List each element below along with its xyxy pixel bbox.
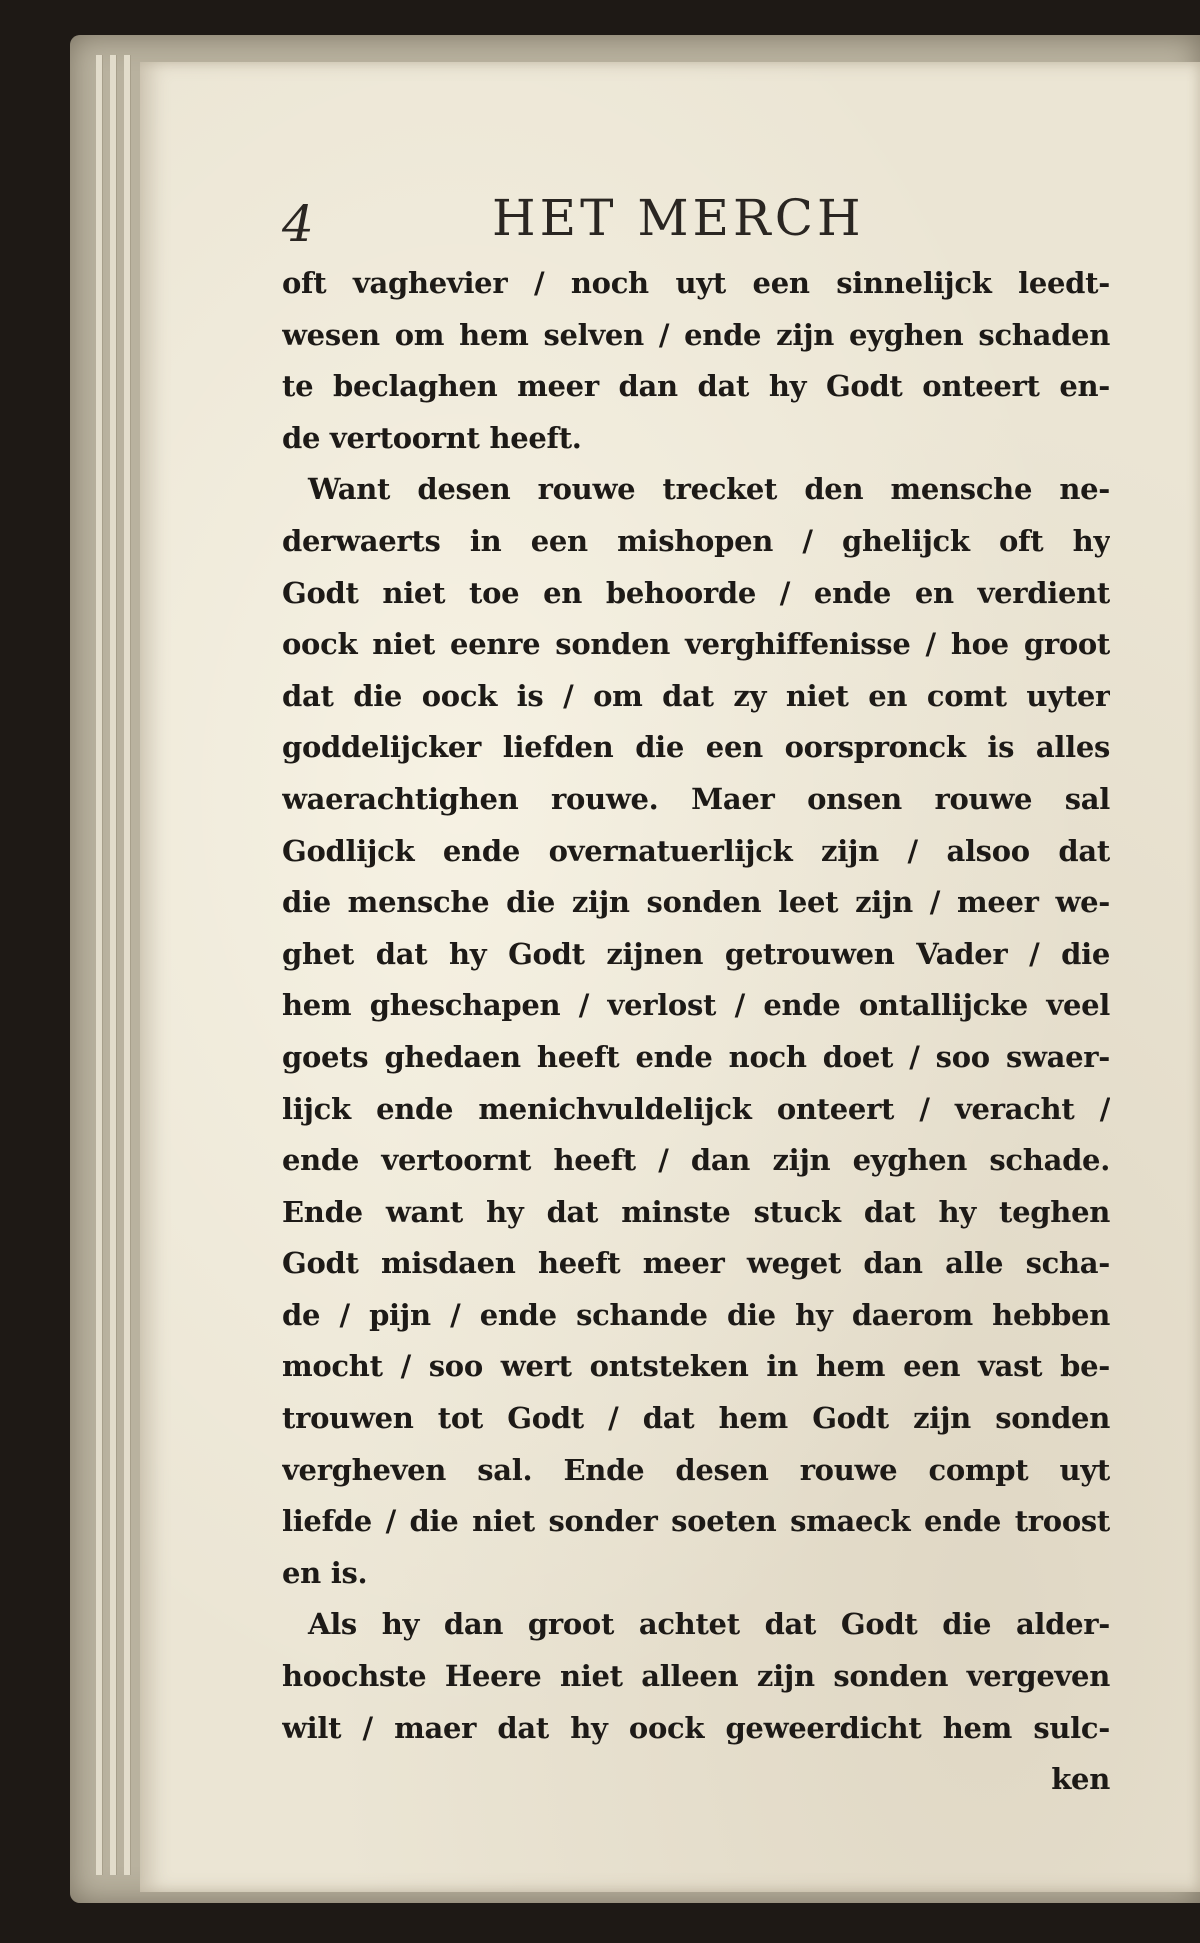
- text-line: oft vaghevier / noch uyt een sinnelijck leedt-: [282, 266, 1110, 300]
- text-line: wesen om hem selven / ende zijn eyghen schaden: [282, 317, 1110, 352]
- text-line: te beclaghen meer dan dat hy Godt onteert en-: [282, 369, 1110, 404]
- page-edge: [96, 55, 103, 1875]
- text-line: oock niet eenre sonden verghiffenisse / hoe groot: [282, 627, 1110, 662]
- text-line: Als hy dan groot achtet dat Godt die alder-: [308, 1607, 1110, 1642]
- text-line: liefde / die niet sonder soeten smaeck ende troost: [282, 1504, 1110, 1539]
- text-line: mocht / soo wert ontsteken in hem een vast be-: [282, 1349, 1110, 1384]
- page-edge: [110, 55, 117, 1875]
- text-line: vergheven sal. Ende desen rouwe compt uyt: [282, 1452, 1110, 1487]
- text-line: Godt misdaen heeft meer weget dan alle scha-: [282, 1246, 1110, 1281]
- text-line: hoochste Heere niet alleen zijn sonden vergeven: [282, 1659, 1110, 1694]
- text-line: en is.: [282, 1555, 368, 1590]
- catchword: ken: [1051, 1762, 1110, 1797]
- text-line: ende vertoornt heeft / dan zijn eyghen schade.: [282, 1143, 1110, 1178]
- page-number: 4: [282, 195, 314, 253]
- text-line: wilt / maer dat hy oock geweerdicht hem sulc-: [282, 1710, 1110, 1745]
- text-line: trouwen tot Godt / dat hem Godt zijn sonden: [282, 1401, 1110, 1436]
- text-line: de / pijn / ende schande die hy daerom hebben: [282, 1297, 1110, 1332]
- text-line: die mensche die zijn sonden leet zijn / meer we-: [282, 885, 1110, 920]
- running-head: HET MERCH: [492, 189, 865, 247]
- text-line: Ende want hy dat minste stuck dat hy teghen: [282, 1194, 1110, 1229]
- text-line: derwaerts in een mishopen / ghelijck oft hy: [282, 523, 1110, 558]
- text-line: lijck ende menichvuldelijck onteert / veracht /: [282, 1091, 1110, 1126]
- text-line: Godt niet toe en behoorde / ende en verdient: [282, 575, 1110, 610]
- text-line: ghet dat hy Godt zijnen getrouwen Vader / die: [282, 936, 1110, 971]
- page-edge: [124, 55, 131, 1875]
- text-line: Godlijck ende overnatuerlijck zijn / alsoo dat: [282, 833, 1110, 868]
- text-line: goddelijcker liefden die een oorspronck is alles: [282, 730, 1110, 765]
- text-line: waerachtighen rouwe. Maer onsen rouwe sal: [282, 781, 1110, 816]
- body-text: [282, 258, 1110, 1806]
- text-line: goets ghedaen heeft ende noch doet / soo swaer-: [282, 1039, 1110, 1074]
- text-line: de vertoornt heeft.: [282, 420, 582, 455]
- text-line: hem gheschapen / verlost / ende ontallijcke veel: [282, 988, 1110, 1023]
- page-header: [282, 188, 1112, 253]
- text-line: Want desen rouwe trecket den mensche ne-: [308, 472, 1110, 507]
- text-line: dat die oock is / om dat zy niet en comt uyter: [282, 678, 1110, 713]
